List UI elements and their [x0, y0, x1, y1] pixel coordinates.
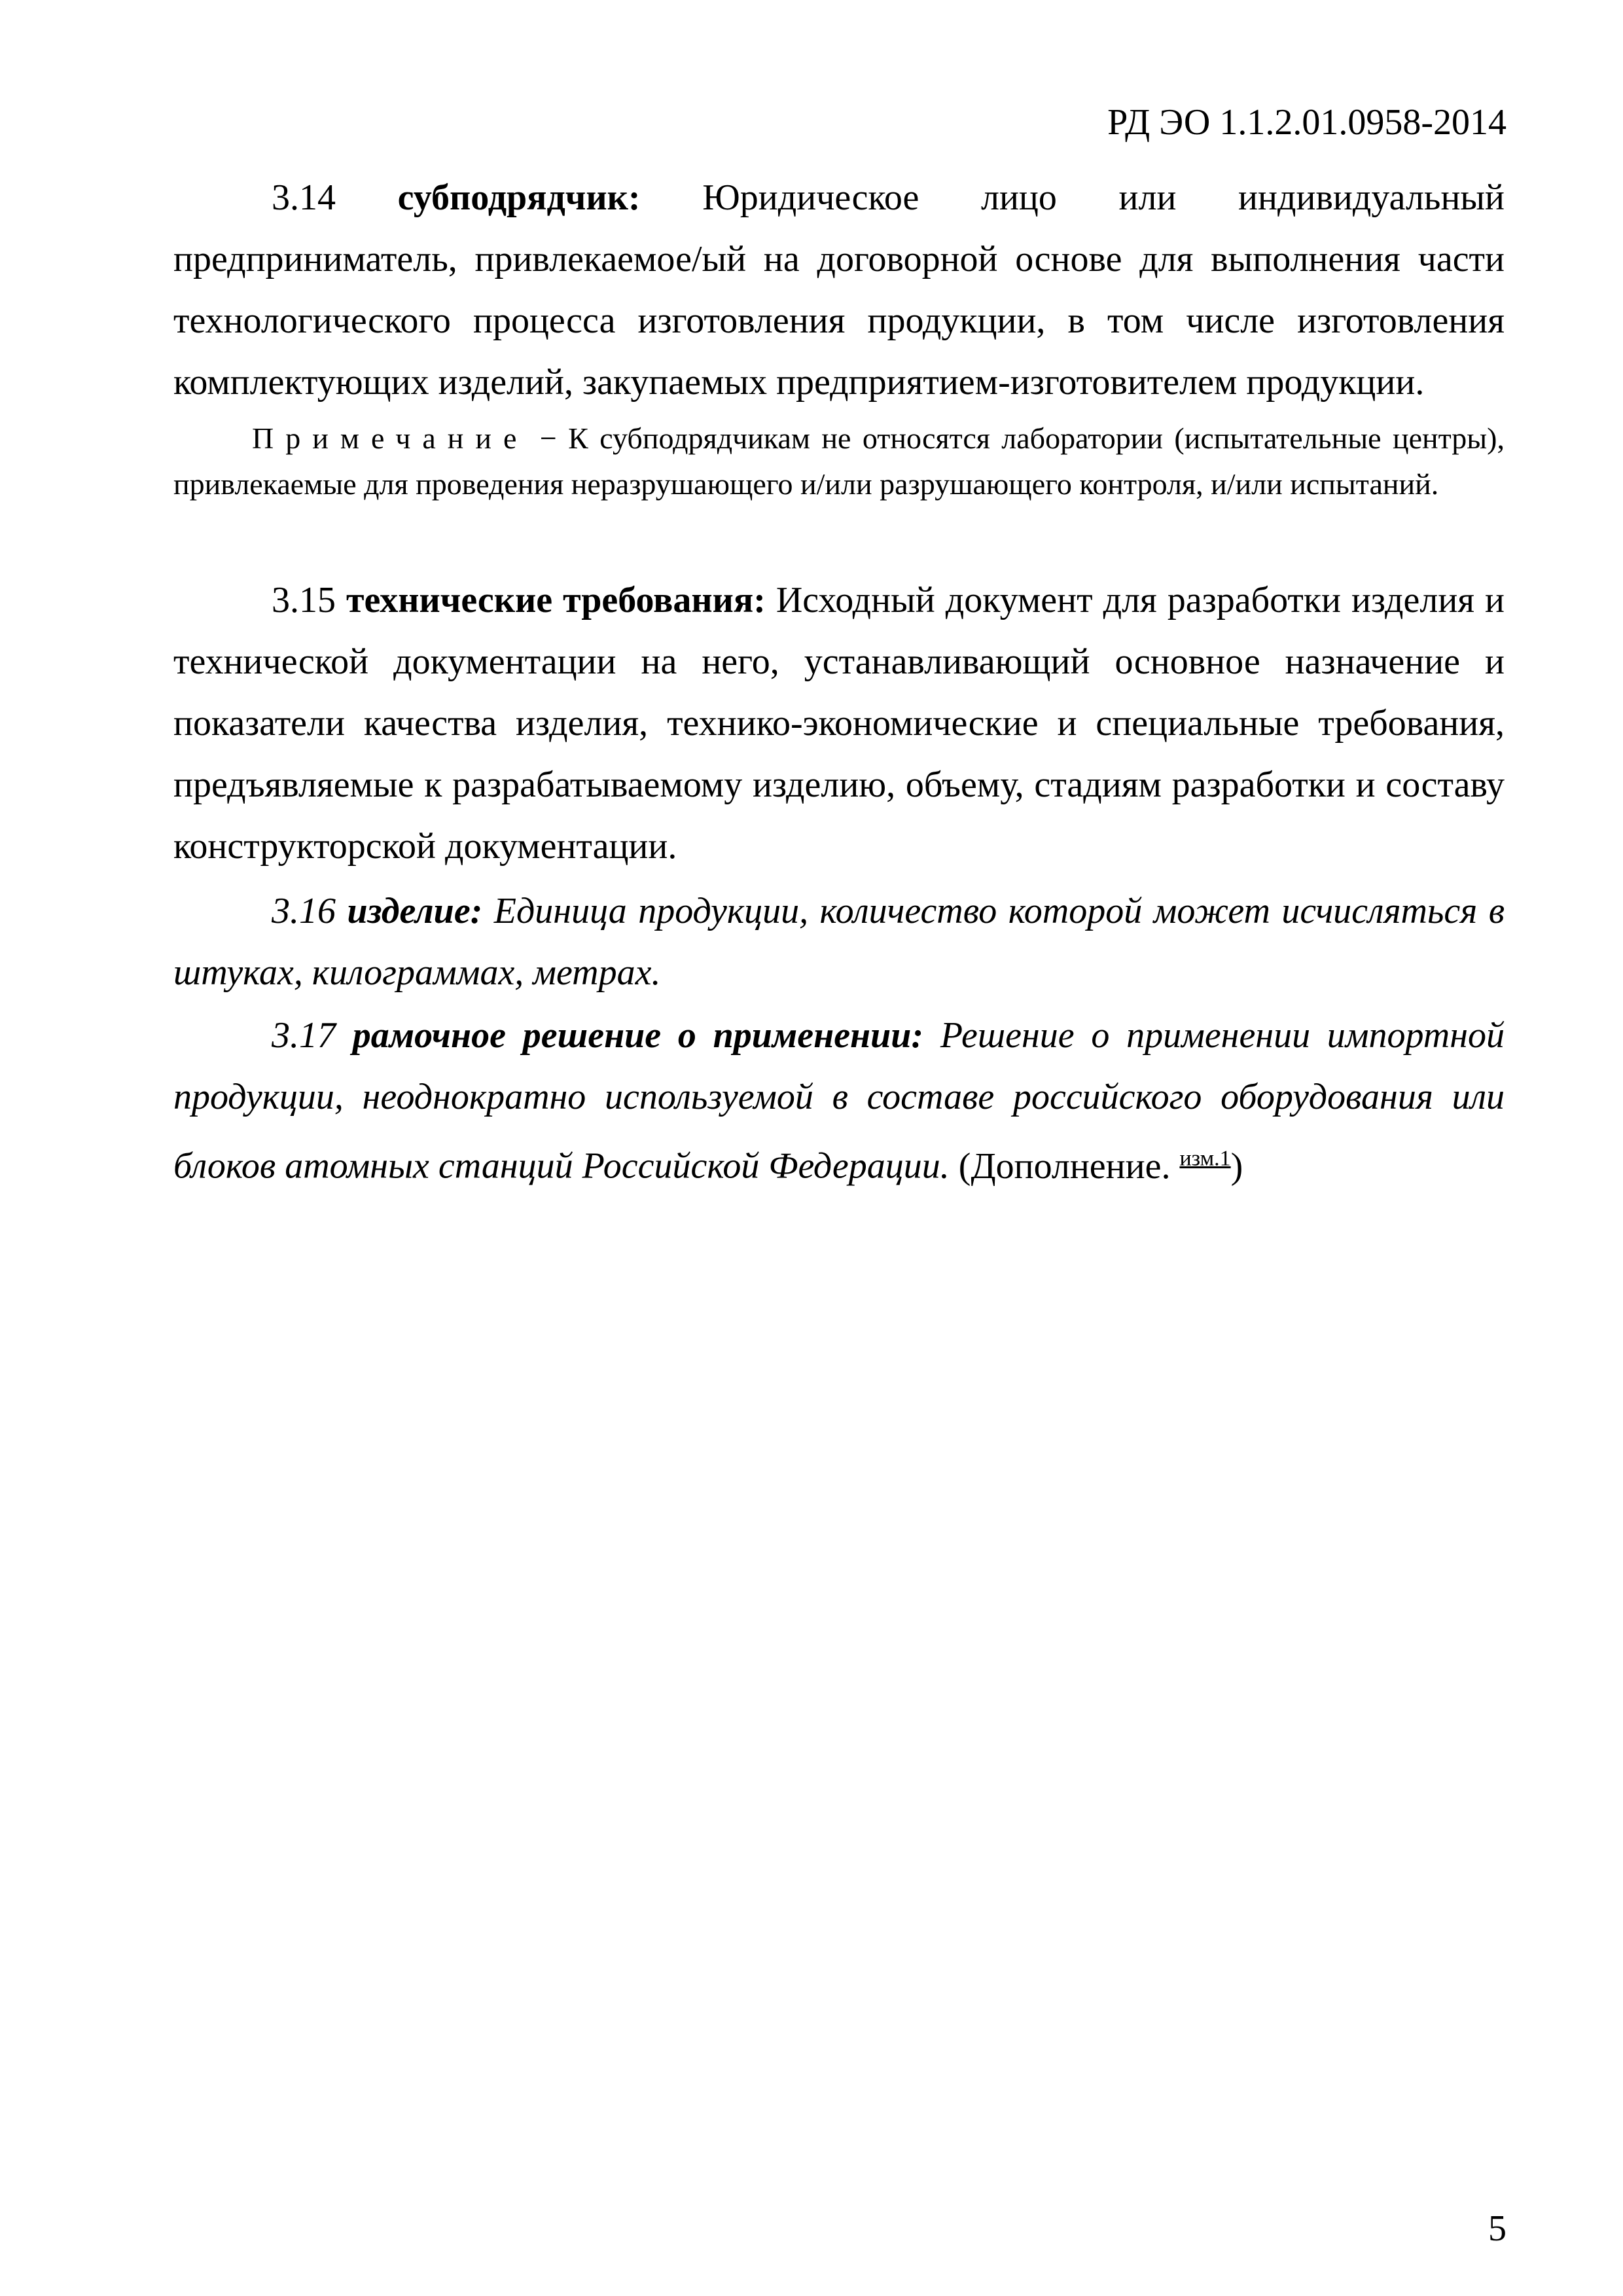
clause-term: технические требования: — [346, 580, 766, 620]
amendment-open: (Дополнение. — [958, 1145, 1171, 1187]
page-number: 5 — [1488, 2208, 1507, 2249]
clause-3-16 — [173, 880, 1505, 1003]
amendment-close: ) — [1230, 1145, 1243, 1187]
note — [173, 416, 1505, 507]
amendment-ref-link[interactable]: изм.1 — [1179, 1146, 1231, 1170]
clause-definition: Единица продукции, количество которой может исчисляться в штуках, килограммах, метрах. — [173, 891, 1505, 993]
clause-definition: Решение о применении импортной продукции, неоднократно используемой в составе российского оборудования или блоков атомных станций Российской Федерации. — [173, 1015, 1505, 1187]
clause-term: рамочное решение о применении: — [352, 1015, 924, 1056]
document-code: РД ЭО 1.1.2.01.0958-2014 — [1107, 102, 1507, 143]
clause-3-17 — [173, 1005, 1505, 1197]
clause-number: 3.17 — [272, 1015, 336, 1056]
clause-number: 3.14 — [272, 177, 336, 218]
amendment-note — [959, 1146, 1243, 1187]
clause-3-15 — [173, 569, 1505, 877]
clause-number: 3.16 — [272, 891, 336, 931]
clause-definition: Исходный документ для разработки изделия и технической документации на него, устанавливающий основное назначение и показатели качества изделия, технико-экономические и специальные требования, предъявляемые к разрабатываемому изделию, объему, стадиям разработки и составу конструкторской документации. — [173, 580, 1505, 867]
note-text: К субподрядчикам не относятся лаборатории (испытательные центры), привлекаемые для проведения неразрушающего и/или разрушающего контроля, и/или испытаний. — [173, 422, 1505, 501]
clause-term: субподрядчик: — [397, 177, 641, 218]
note-dash: − — [539, 422, 557, 455]
note-label: Примечание — [252, 422, 529, 455]
clause-definition: Юридическое лицо или индивидуальный предприниматель, привлекаемое/ый на договорной основе для выполнения части технологического процесса изготовления продукции, в том числе изготовления комплектующих изделий, закупаемых предприятием-изготовителем продукции. — [173, 177, 1505, 403]
clause-3-14 — [173, 167, 1505, 413]
clause-number: 3.15 — [272, 580, 336, 620]
clause-term: изделие: — [347, 891, 483, 931]
